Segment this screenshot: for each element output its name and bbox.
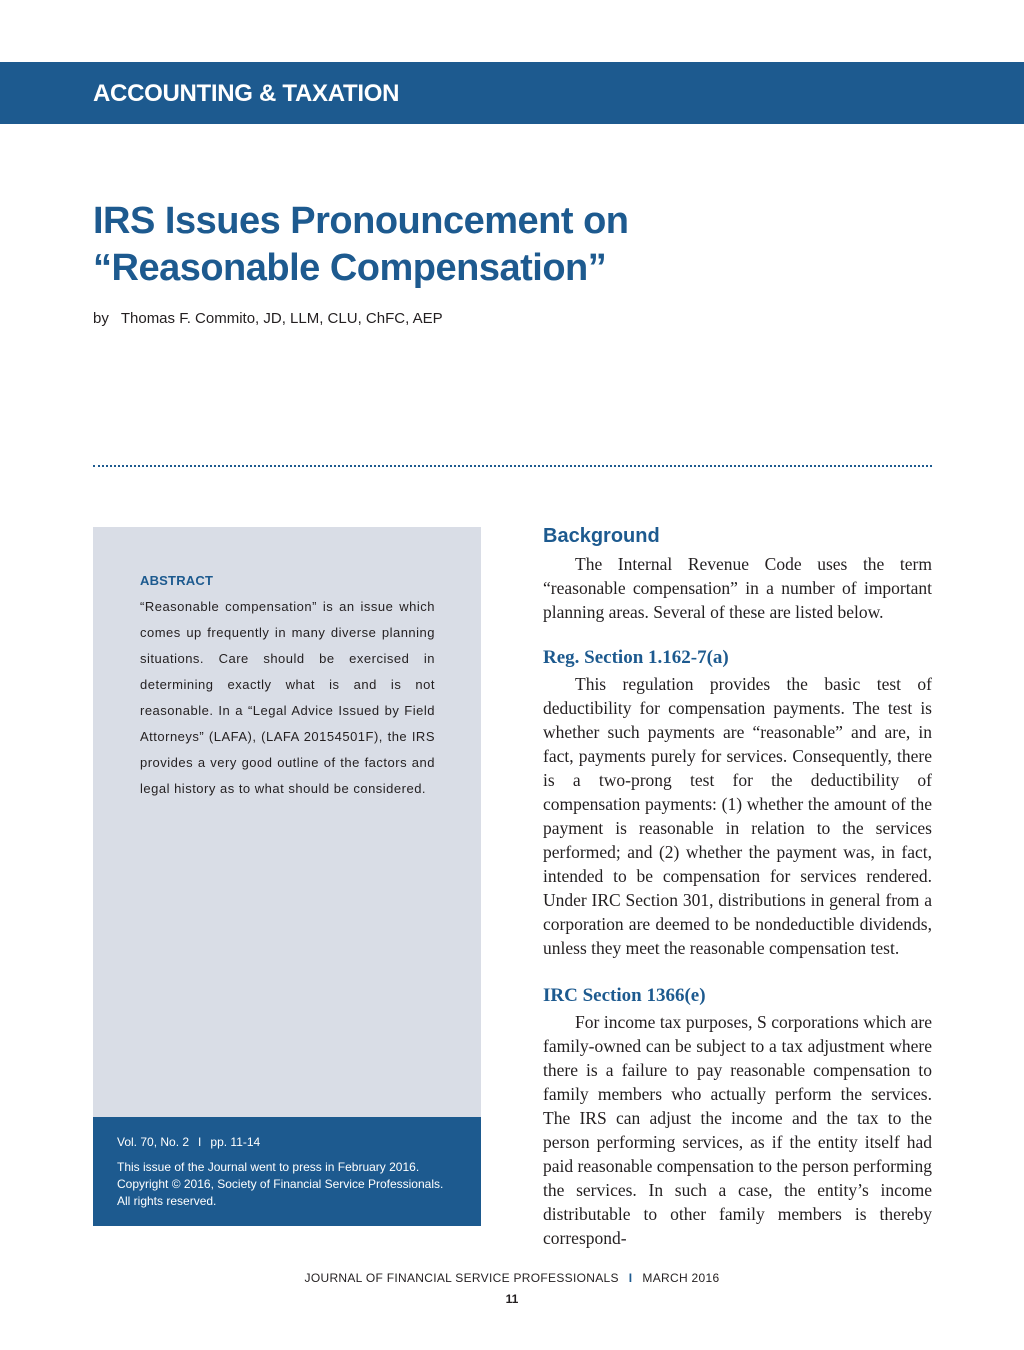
copyright-note: Copyright © 2016, Society of Financial Service Professionals.: [117, 1177, 444, 1191]
irc-section-paragraph: For income tax purposes, S corporations which are family-owned can be subject to a tax adjustment where there is a failure to pay reasonable compensation to family members who actually perform the services. The IRS can adjust the income and the tax to the person performing services, as if the entity itself had paid reasonable compensation to the person performing the services. In such a case, the entity’s income distributable to other family members is thereby correspond-: [543, 1012, 932, 1248]
article-title-line-2: “Reasonable Compensation”: [93, 247, 607, 289]
abstract-body: “Reasonable compensation” is an issue which comes up frequently in many diverse planning situations. Care should be exercised in determining exactly what is and is not reasonable. In a “Legal Advice Issued by Field Attorneys” (LAFA), (LAFA 20154501F), the IRS provides a very good outline of the factors and legal history as to what should be considered.: [140, 599, 435, 796]
byline-prefix: by: [93, 310, 109, 327]
author-name: Thomas F. Commito, JD, LLM, CLU, ChFC, AEP: [120, 310, 443, 327]
background-section: [543, 552, 932, 624]
rights-note: All rights reserved.: [117, 1194, 217, 1208]
article-title-line-1: IRS Issues Pronouncement on: [93, 200, 629, 242]
page-number: 11: [505, 1292, 519, 1306]
running-footer: [0, 1271, 1024, 1285]
abstract-heading: ABSTRACT: [140, 573, 214, 588]
issue-date: MARCH 2016: [642, 1271, 720, 1285]
reg-section: [543, 672, 932, 960]
dotted-divider: [93, 465, 932, 467]
section-banner-label: ACCOUNTING & TAXATION: [93, 80, 400, 107]
volume-line: [117, 1135, 260, 1149]
byline: [93, 310, 443, 327]
volume-separator: I: [198, 1135, 202, 1149]
article-title: [93, 198, 813, 292]
irc-section: [543, 1010, 932, 1250]
reg-section-heading: Reg. Section 1.162-7(a): [543, 647, 729, 668]
journal-name: JOURNAL OF FINANCIAL SERVICE PROFESSIONALS: [304, 1271, 619, 1285]
background-heading: Background: [543, 525, 660, 547]
background-paragraph: The Internal Revenue Code uses the term “reasonable compensation” in a number of important planning areas. Several of these are listed below.: [543, 554, 932, 622]
footer-separator: I: [628, 1271, 633, 1285]
page-range: pp. 11-14: [210, 1135, 261, 1149]
press-date-note: This issue of the Journal went to press in February 2016.: [117, 1160, 420, 1174]
reg-section-paragraph: This regulation provides the basic test of deductibility for compensation payments. The test is whether such payments are “reasonable” and are, in fact, payments purely for services. Consequently, there is a two-prong test for the deductibility of compensation payments: (1) whether the amount of the payment is reasonable in relation to the services performed; and (2) whether the payment was, in fact, intended to be compensation for services rendered. Under IRC Section 301, distributions in general from a corporation are deemed to be nondeductible dividends, unless they meet the reasonable compensation test.: [543, 674, 932, 958]
press-note: [117, 1159, 477, 1210]
volume-number: Vol. 70, No. 2: [117, 1135, 190, 1149]
irc-section-heading: IRC Section 1366(e): [543, 985, 706, 1006]
